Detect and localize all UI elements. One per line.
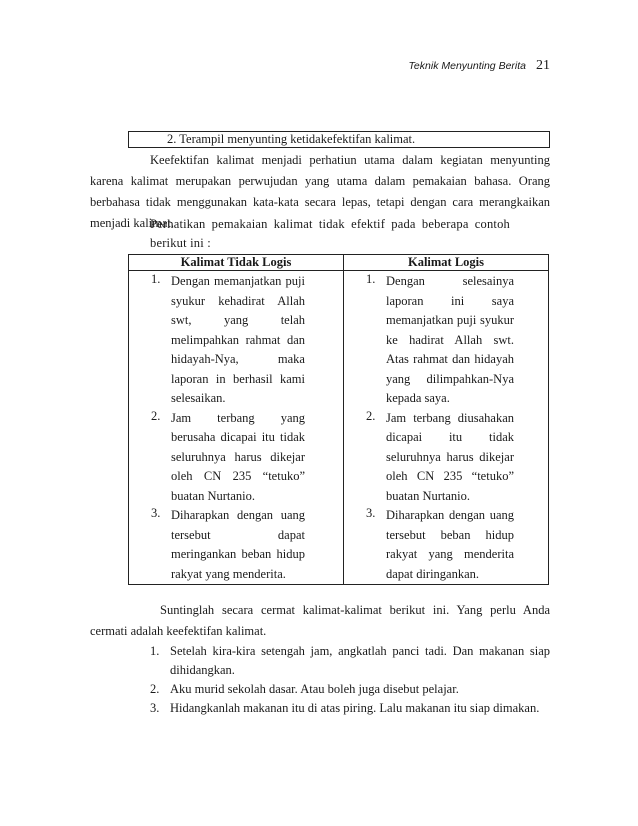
- objective-number: 2.: [167, 132, 177, 146]
- comparison-table: [128, 254, 549, 585]
- table-row: [129, 271, 549, 585]
- list-item: [151, 272, 343, 409]
- item-text: Jam terbang diusahakan dicapai itu tidak seluruhnya harus dikejar oleh CN 235 “tetuko” buatan Nurtanio.: [386, 410, 514, 503]
- running-title: Teknik Menyunting Berita: [408, 60, 526, 72]
- header-logical: Kalimat Logis: [344, 255, 549, 271]
- page-header: [408, 58, 550, 74]
- item-text: Jam terbang yang berusaha dicapai itu tidak seluruhnya harus dikejar oleh CN 235 “tetuko” buatan Nurtanio.: [171, 410, 305, 503]
- list-item: [366, 506, 548, 584]
- item-number: 2.: [150, 682, 160, 696]
- item-text: Aku murid sekolah dasar. Atau boleh juga disebut pelajar.: [170, 682, 459, 696]
- list-item: [151, 409, 343, 507]
- item-number: 3.: [151, 506, 161, 520]
- item-number: 2.: [366, 408, 376, 423]
- objective-box: [128, 131, 550, 148]
- paragraph-exercise: Suntinglah secara cermat kalimat-kalimat berikut ini. Yang perlu Anda cermati adalah keefektifan kalimat.: [90, 603, 550, 638]
- item-number: 3.: [366, 506, 376, 520]
- illogical-list: [129, 271, 343, 584]
- item-text: Dengan memanjatkan puji syukur kehadirat Allah swt, yang telah melimpahkan rahmat dan hidayah-Nya, maka laporan in berhasil kami selesaikan.: [171, 274, 305, 405]
- exercise-list: [150, 642, 550, 718]
- item-number: 1.: [366, 272, 376, 286]
- item-number: 3.: [150, 701, 160, 715]
- list-item: [366, 409, 548, 507]
- page-number: 21: [536, 58, 550, 73]
- list-item: [151, 506, 343, 584]
- item-text: Dengan selesainya laporan ini saya memanjatkan puji syukur ke hadirat Allah swt. Atas rahmat dan hidayah yang dilimpahkan-Nya kepada saya.: [386, 274, 514, 405]
- objective-text: Terampil menyunting ketidakefektifan kalimat.: [179, 132, 416, 146]
- list-item: [150, 642, 550, 680]
- illogical-cell: [129, 271, 344, 585]
- item-text: Diharapkan dengan uang tersebut dapat meringankan beban hidup rakyat yang menderita.: [171, 508, 305, 581]
- item-number: 2.: [151, 408, 161, 423]
- logical-cell: [344, 271, 549, 585]
- item-number: 1.: [150, 644, 160, 658]
- item-text: Setelah kira-kira setengah jam, angkatlah panci tadi. Dan makanan siap dihidangkan.: [170, 644, 550, 677]
- item-number: 1.: [151, 272, 161, 286]
- logical-list: [344, 271, 548, 584]
- header-illogical: Kalimat Tidak Logis: [129, 255, 344, 271]
- paragraph-intro: Keefektifan kalimat menjadi perhatiun utama dalam kegiatan menyunting karena kalimat merupakan perwujudan yang utama dalam pemakaian bahasa. Orang berbahasa tidak menggunakan kata-kata secara lepas, tetapi dengan cara merangkaikan menjadi kalimat.: [90, 153, 550, 230]
- item-text: Hidangkanlah makanan itu di atas piring. Lalu makanan itu siap dimakan.: [170, 701, 540, 715]
- table-header-row: [129, 255, 549, 271]
- list-item: [150, 699, 550, 718]
- item-text: Diharapkan dengan uang tersebut beban hidup rakyat yang menderita dapat diringankan.: [386, 508, 514, 581]
- paragraph-instruction: Perhatikan pemakaian kalimat tidak efektif pada beberapa contoh berikut ini :: [150, 217, 510, 250]
- list-item: [366, 272, 548, 409]
- list-item: [150, 680, 550, 699]
